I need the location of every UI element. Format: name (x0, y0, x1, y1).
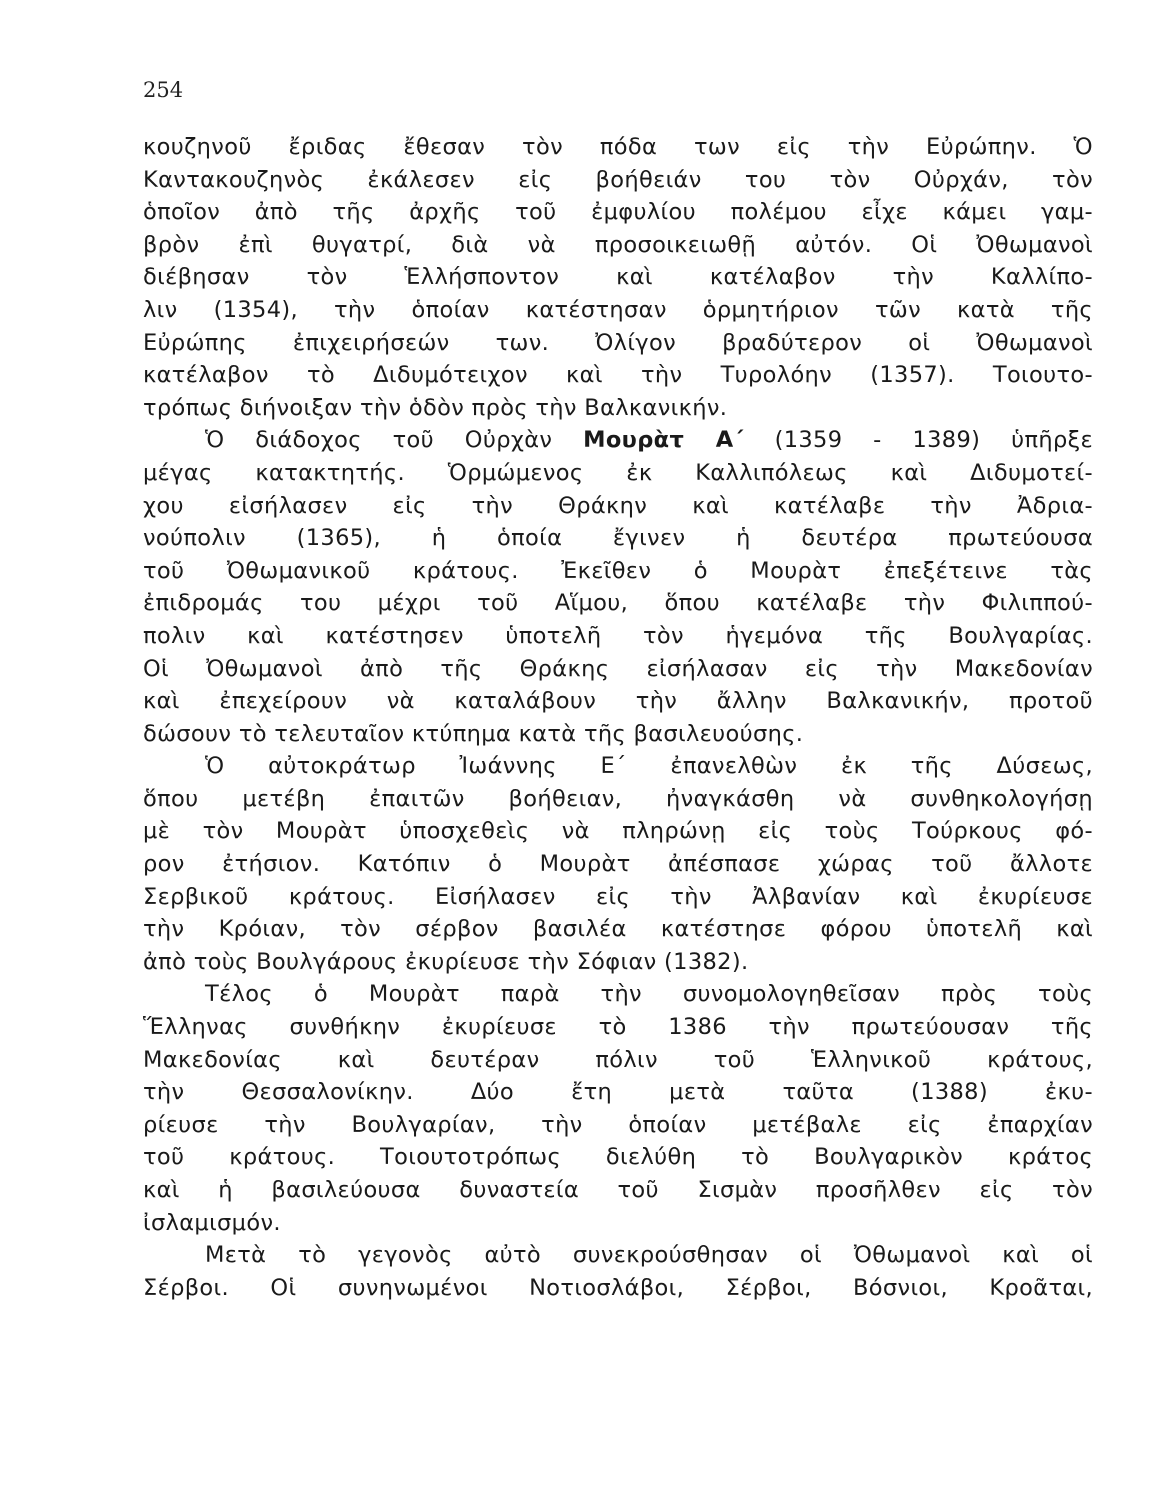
text-line: ὅπου μετέβη ἐπαιτῶν βοήθειαν, ἠναγκάσθη νὰ συνθηκολογήσῃ (143, 785, 1093, 812)
text-run: Ὁ διάδοχος τοῦ Οὐρχὰν (205, 427, 584, 454)
text-line: πολιν καὶ κατέστησεν ὑποτελῆ τὸν ἡγεμόνα τῆς Βουλγαρίας. (143, 622, 1093, 649)
text-line: ἐπιδρομάς του μέχρι τοῦ Αἵμου, ὅπου κατέλαβε τὴν Φιλιππού- (143, 590, 1093, 617)
text-line: χου εἰσήλασεν εἰς τὴν Θράκην καὶ κατέλαβε τὴν Ἀδρια- (143, 492, 1093, 519)
text-line: Σέρβοι. Οἱ συνηνωμένοι Νοτιοσλάβοι, Σέρβοι, Βόσνιοι, Κροᾶται, (143, 1274, 1093, 1301)
text-line: Τέλος ὁ Μουρὰτ παρὰ τὴν συνομολογηθεῖσαν πρὸς τοὺς (205, 981, 1093, 1008)
text-line: ἰσλαμισμόν. (143, 1209, 281, 1236)
emphasis-name: Μουρὰτ Α΄ (583, 427, 744, 454)
text-line: καὶ ἐπεχείρουν νὰ καταλάβουν τὴν ἄλλην Βαλκανικήν, προτοῦ (143, 688, 1093, 715)
text-line: Ἕλληνας συνθήκην ἐκυρίευσε τὸ 1386 τὴν πρωτεύουσαν τῆς (143, 1014, 1093, 1041)
text-line: Καντακουζηνὸς ἐκάλεσεν εἰς βοήθειάν του τὸν Οὐρχάν, τὸν (143, 166, 1093, 193)
text-line: λιν (1354), τὴν ὁποίαν κατέστησαν ὁρμητήριον τῶν κατὰ τῆς (143, 296, 1093, 323)
text-line: μέγας κατακτητής. Ὁρμώμενος ἐκ Καλλιπόλεως καὶ Διδυμοτεί- (143, 459, 1093, 486)
text-line: ὁποῖον ἀπὸ τῆς ἀρχῆς τοῦ ἐμφυλίου πολέμου εἶχε κάμει γαμ- (143, 199, 1093, 226)
text-line: διέβησαν τὸν Ἑλλήσποντον καὶ κατέλαβον τὴν Καλλίπο- (143, 264, 1093, 291)
text-line: τὴν Θεσσαλονίκην. Δύο ἔτη μετὰ ταῦτα (1388) ἐκυ- (143, 1079, 1093, 1106)
text-line: καὶ ἡ βασιλεύουσα δυναστεία τοῦ Σισμὰν προσῆλθεν εἰς τὸν (143, 1177, 1093, 1203)
text-line: Μετὰ τὸ γεγονὸς αὐτὸ συνεκρούσθησαν οἱ Ὀθωμανοὶ καὶ οἱ (205, 1242, 1093, 1269)
text-line: βρὸν ἐπὶ θυγατρί, διὰ νὰ προσοικειωθῇ αὐτόν. Οἱ Ὀθωμανοὶ (143, 231, 1093, 258)
text-line: τοῦ Ὀθωμανικοῦ κράτους. Ἐκεῖθεν ὁ Μουρὰτ ἐπεξέτεινε τὰς (143, 557, 1093, 584)
text-line (143, 424, 1093, 457)
text-line: Σερβικοῦ κράτους. Εἰσήλασεν εἰς τὴν Ἀλβανίαν καὶ ἐκυρίευσε (143, 883, 1093, 910)
page-number: 254 (143, 78, 184, 102)
body-text (143, 131, 1093, 1304)
text-line: ρίευσε τὴν Βουλγαρίαν, τὴν ὁποίαν μετέβαλε εἰς ἐπαρχίαν (143, 1111, 1093, 1138)
text-line: κουζηνοῦ ἔριδας ἔθεσαν τὸν πόδα των εἰς τὴν Εὐρώπην. Ὁ (143, 134, 1093, 160)
text-line: τρόπως διήνοιξαν τὴν ὁδὸν πρὸς τὴν Βαλκανικήν. (143, 394, 728, 421)
text-line: τὴν Κρόιαν, τὸν σέρβον βασιλέα κατέστησε φόρου ὑποτελῆ καὶ (143, 916, 1093, 943)
text-line: Εὐρώπης ἐπιχειρήσεών των. Ὀλίγον βραδύτερον οἱ Ὀθωμανοὶ (143, 329, 1093, 356)
text-line: κατέλαβον τὸ Διδυμότειχον καὶ τὴν Τυρολόην (1357). Τοιουτο- (143, 362, 1093, 389)
text-line: νούπολιν (1365), ἡ ὁποία ἔγινεν ἡ δευτέρα πρωτεύουσα (143, 525, 1093, 552)
text-line: τοῦ κράτους. Τοιουτοτρόπως διελύθη τὸ Βουλγαρικὸν κράτος (143, 1144, 1093, 1171)
text-line: δώσουν τὸ τελευταῖον κτύπημα κατὰ τῆς βασιλευούσης. (143, 720, 804, 747)
text-line: Ὁ αὐτοκράτωρ Ἰωάννης Ε΄ ἐπανελθὼν ἐκ τῆς Δύσεως, (205, 753, 1093, 780)
text-line: μὲ τὸν Μουρὰτ ὑποσχεθεὶς νὰ πληρώνῃ εἰς τοὺς Τούρκους φό- (143, 818, 1093, 845)
text-run: (1359 - 1389) ὑπῆρξε (743, 427, 1093, 454)
text-line: ρον ἐτήσιον. Κατόπιν ὁ Μουρὰτ ἀπέσπασε χώρας τοῦ ἄλλοτε (143, 851, 1093, 878)
text-line: Μακεδονίας καὶ δευτέραν πόλιν τοῦ Ἑλληνικοῦ κράτους, (143, 1046, 1093, 1073)
text-line: Οἱ Ὀθωμανοὶ ἀπὸ τῆς Θράκης εἰσήλασαν εἰς τὴν Μακεδονίαν (143, 655, 1093, 682)
text-line: ἀπὸ τοὺς Βουλγάρους ἐκυρίευσε τὴν Σόφιαν (1382). (143, 948, 749, 975)
